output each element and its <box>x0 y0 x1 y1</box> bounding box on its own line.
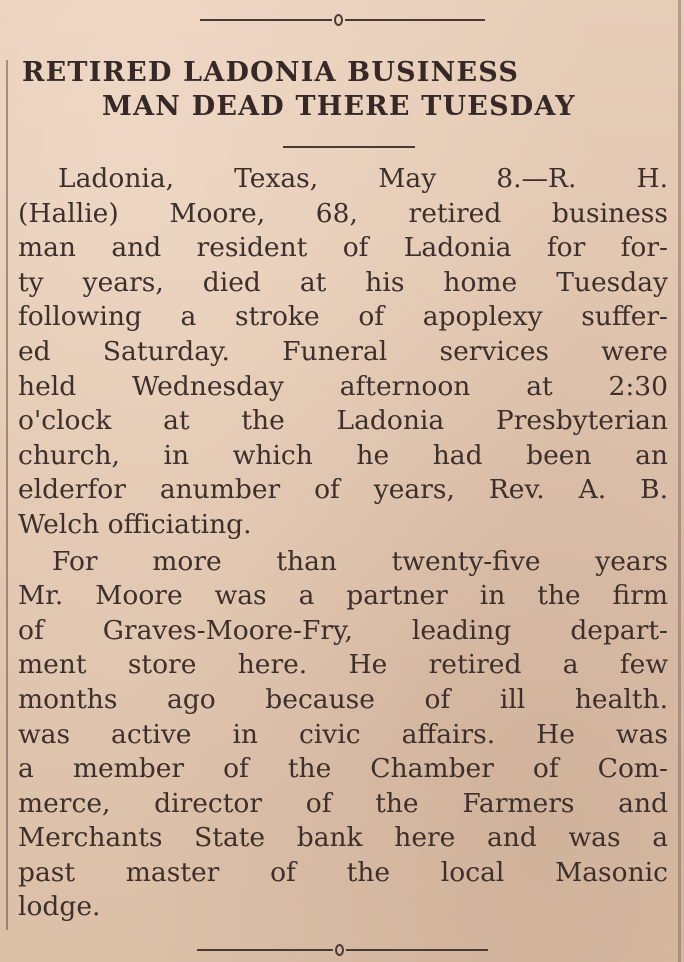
text-line: of Graves-Moore-Fry, leading depart- <box>18 614 668 646</box>
headline-line-2: MAN DEAD THERE TUESDAY <box>102 91 576 122</box>
text-line: a member of the Chamber of Com- <box>18 753 668 785</box>
ornament-ring <box>335 944 344 956</box>
clipping-right-edge <box>678 0 681 962</box>
text-line: man and resident of Ladonia for for- <box>18 232 668 264</box>
headline-rule <box>283 146 415 148</box>
text-line: lodge. <box>18 891 101 923</box>
ornament-ring <box>334 14 343 26</box>
article-paragraph-1 <box>18 162 668 543</box>
article-paragraph-2 <box>18 545 668 926</box>
top-ornament-divider <box>0 14 684 26</box>
text-line: following a stroke of apoplexy suffer- <box>18 301 668 333</box>
text-line: o'clock at the Ladonia Presbyterian <box>18 405 668 437</box>
ornament-line <box>346 949 488 951</box>
clipping-left-edge <box>6 60 8 930</box>
text-line: ment store here. He retired a few <box>18 649 668 681</box>
text-line: was active in civic affairs. He was <box>18 718 668 750</box>
text-line: ty years, died at his home Tuesday <box>18 266 668 298</box>
text-line: Merchants State bank here and was a <box>18 822 668 854</box>
headline-line-1: RETIRED LADONIA BUSINESS <box>22 57 520 88</box>
text-line: church, in which he had been an <box>18 439 668 471</box>
ornament-line <box>345 19 485 21</box>
text-line: For more than twenty-five years <box>52 545 668 577</box>
text-line: merce, director of the Farmers and <box>18 787 668 819</box>
text-line: (Hallie) Moore, 68, retired business <box>18 197 668 229</box>
article-body <box>18 162 668 925</box>
text-line: Mr. Moore was a partner in the firm <box>18 580 668 612</box>
bottom-ornament-divider <box>0 944 684 956</box>
text-line: Ladonia, Texas, May 8.—R. H. <box>58 163 668 194</box>
text-line: Welch officiating. <box>18 508 252 540</box>
ornament-line <box>200 19 332 21</box>
text-line: months ago because of ill health. <box>18 683 668 715</box>
headline <box>22 56 672 124</box>
ornament-line <box>197 949 333 951</box>
text-line: ed Saturday. Funeral services were <box>18 335 668 367</box>
text-line: past master of the local Masonic <box>18 856 668 888</box>
text-line: held Wednesday afternoon at 2:30 <box>18 370 668 402</box>
text-line: elderfor anumber of years, Rev. A. B. <box>18 474 668 506</box>
